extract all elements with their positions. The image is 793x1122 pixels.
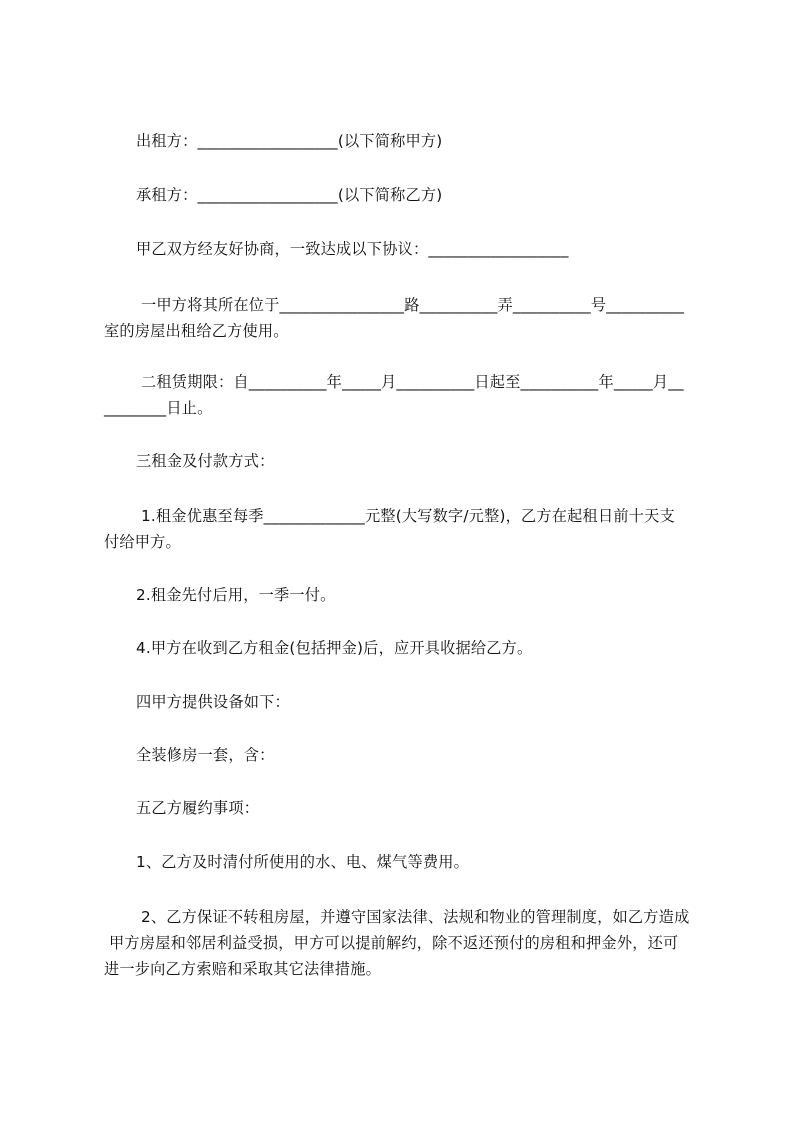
clause-3-item-2: 2.租金先付后用，一季一付。 (136, 586, 336, 604)
clause-4-detail: 全装修房一套，含： (136, 746, 275, 764)
clause-5-heading: 五乙方履约事项： (136, 799, 260, 817)
clause-5-item-2-line-3: 进一步向乙方索赔和采取其它法律措施。 (104, 960, 381, 978)
clause-5-item-2-line-1: 2、乙方保证不转租房屋，并遵守国家法律、法规和物业的管理制度，如乙方造成 (136, 908, 690, 926)
agreement-intro-line: 甲乙双方经友好协商，一致达成以下协议：__________________ (136, 240, 569, 258)
lessor-line: 出租方：__________________(以下简称甲方) (136, 132, 443, 150)
clause-2-line-1: 二租赁期限：自__________年_____月__________日起至__________年_____月__ (136, 373, 684, 391)
clause-3-item-1-line-1: 1.租金优惠至每季_____________元整(大写数字/元整)，乙方在起租日前十天支 (136, 507, 675, 525)
clause-3-item-1-line-2: 付给甲方。 (104, 533, 181, 551)
clause-3-item-4: 4.甲方在收到乙方租金(包括押金)后，应开具收据给乙方。 (136, 639, 533, 657)
clause-1-line-2: 室的房屋出租给乙方使用。 (104, 322, 289, 340)
clause-4-heading: 四甲方提供设备如下： (136, 693, 290, 711)
clause-3-heading: 三租金及付款方式： (136, 452, 275, 470)
clause-1-line-1: 一甲方将其所在位于________________路__________弄__________号__________ (136, 296, 685, 314)
clause-2-line-2: ________日止。 (104, 399, 213, 417)
clause-5-item-2-line-2: 甲方房屋和邻居利益受损，甲方可以提前解约，除不返还预付的房租和押金外，还可 (104, 934, 679, 952)
lessee-line: 承租方：__________________(以下简称乙方) (136, 186, 443, 204)
clause-5-item-1: 1、乙方及时清付所使用的水、电、煤气等费用。 (136, 853, 470, 871)
